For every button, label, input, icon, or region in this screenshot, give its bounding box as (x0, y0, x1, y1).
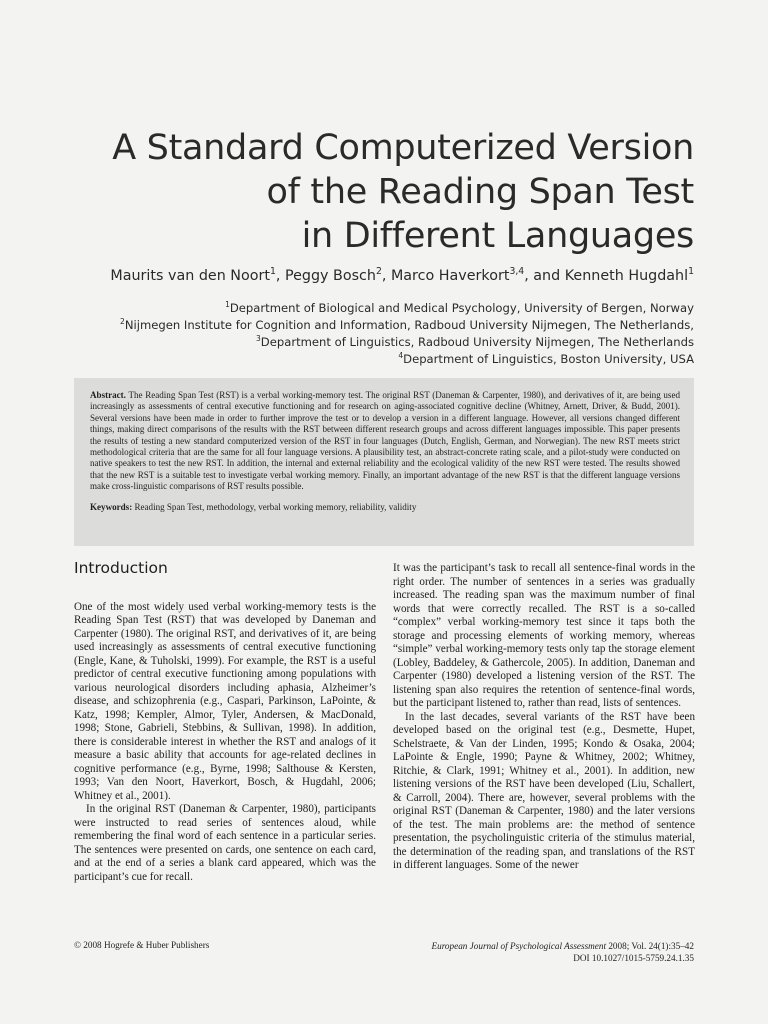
affiliation-line (0, 351, 694, 368)
affiliation-marker: 2 (120, 317, 125, 327)
body-paragraph: In the last decades, several variants of the RST have been developed based on the original test (e.g., Desmette, Hupet, Schelstraete, & Van der Linden, 1995; Kondo & Osaka, 2004; LaPointe & Engle, 1990; Payne & Whitney, 2002; Whitney, Ritchie, & Clark, 1991; Whitney et al., 2001). In addition, new listening versions of the RST have been developed (Liu, Schallert, & Carroll, 2004). There are, however, several problems with the original RST (Daneman & Carpenter, 1980) and the later versions of the test. The main problems are: the method of sentence presentation, the psycholinguistic criteria of the stimulus material, the determination of the reading span, and translations of the RST in different languages. Some of the newer (393, 710, 695, 871)
copyright-notice: © 2008 Hogrefe & Huber Publishers (74, 940, 210, 950)
body-paragraph: In the original RST (Daneman & Carpenter, 1980), participants were instructed to read series of sentences aloud, while remembering the final word of each sentence in a particular series. The sentences were presented on cards, one sentence on each card, and at the end of a series a blank card appeared, which was the participant’s cue for recall. (74, 803, 376, 883)
title-line-3: in Different Languages (301, 216, 694, 256)
keywords-label: Keywords: (90, 501, 133, 512)
left-column (74, 559, 376, 884)
affiliation-line (0, 317, 694, 334)
body-paragraph: It was the participant’s task to recall all sentence-final words in the right order. The number of sentences in a series was gradually increased. The reading span was the maximum number of final words that were correctly recalled. The RST is a so-called “complex” verbal working-memory test since it taps both the storage and processing elements of working memory, whereas “simple” verbal working-memory tests only tap the storage element (Lobley, Baddeley, & Gathercole, 2005). In addition, Daneman and Carpenter (1980) developed a listening version of the RST. The listening span also requires the retention of sentence-final words, but the participant listened to, rather than read, lists of sentences. (393, 562, 695, 709)
body-paragraph: One of the most widely used verbal working-memory tests is the Reading Span Test (RST) that was developed by Daneman and Carpenter (1980). The original RST, and derivatives of it, are being used increasingly as assessments of central executive functioning (Engle, Kane, & Tuholski, 1999). For example, the RST is a useful predictor of central executive functioning among populations with various neurological disorders including aphasia, Alzheimer’s disease, and schizophrenia (e.g., Caspari, Parkinson, LaPointe, & Katz, 1998; Kempler, Almor, Tyler, Andersen, & MacDonald, 1998; Stone, Gabrieli, Stebbins, & Sullivan, 1998). In addition, there is considerable interest in whether the RST and analogs of it measure a basic ability that accounts for age-related declines in cognitive performance (e.g., Byrne, 1998; Salthouse & Kersten, 1993; Van den Noort, Haverkort, Bosch, & Hugdahl, 2006; Whitney et al., 2001). (74, 600, 376, 802)
abstract-text: The Reading Span Test (RST) is a verbal working-memory test. The original RST (Daneman & Carpenter, 1980), and derivatives of it, are being used increasingly as assessments of central executive functioning and for research on aging-associated cognitive decline (Whitney, Arnett, Driver, & Budd, 2001). Several versions have been made in order to further improve the test or to develop a version in a different language. However, all versions changed different things, making direct comparisons of the results with the RST between different research groups and across different languages impossible. This paper presents the results of testing a new standard computerized version of the RST in four languages (Dutch, English, German, and Norwegian). The new RST meets strict methodological criteria that are the same for all four language versions. A plausibility test, an abstract-concrete rating scale, and a pilot-study were conducted on native speakers to test the new RST. In addition, the internal and external reliability and the ecological validity of the new RST were tested. The results showed that the new RST is a suitable test to investigate verbal working memory. Finally, an important advantage of the new RST is that the different language versions make cross-linguistic comparisons of RST results possible. (90, 390, 680, 492)
section-heading: Introduction (74, 559, 168, 577)
title-line-2: of the Reading Span Test (266, 172, 694, 212)
journal-citation (431, 940, 694, 964)
affiliation-line (0, 300, 694, 317)
affiliation-marker: 3 (256, 334, 261, 344)
right-column (393, 562, 695, 873)
author-name: Maurits van den Noort (110, 268, 270, 284)
author-name: , Peggy Bosch (275, 268, 376, 284)
author-affil-marker: 3,4 (509, 266, 525, 278)
author-name: , Marco Haverkort (381, 268, 510, 284)
journal-name: European Journal of Psychological Assessment (431, 941, 607, 951)
author-affil-marker: 1 (688, 266, 694, 278)
affiliation-text: Department of Biological and Medical Psychology, University of Bergen, Norway (229, 301, 694, 315)
author-affil-marker: 1 (269, 266, 276, 278)
affiliation-marker: 1 (225, 300, 230, 310)
author-affil-marker: 2 (375, 266, 382, 278)
keywords-paragraph (90, 502, 680, 513)
abstract-label: Abstract. (90, 390, 126, 400)
abstract-box (74, 378, 694, 546)
abstract-paragraph (90, 390, 680, 493)
paper-title (54, 126, 694, 258)
doi: DOI 10.1027/1015-5759.24.1.35 (573, 953, 694, 963)
journal-volume: 2008; Vol. 24(1):35–42 (606, 941, 694, 951)
affiliation-text: Department of Linguistics, Boston University, USA (403, 352, 694, 366)
affiliation-line (0, 334, 694, 351)
author-list (14, 268, 694, 284)
affiliation-text: Department of Linguistics, Radboud University Nijmegen, The Netherlands (260, 335, 694, 349)
keywords-text: Reading Span Test, methodology, verbal working memory, reliability, validity (132, 501, 417, 512)
author-name: , and Kenneth Hugdahl (524, 268, 689, 284)
affiliations (0, 300, 694, 368)
affiliation-text: Nijmegen Institute for Cognition and Information, Radboud University Nijmegen, The Netherlands, (124, 318, 694, 332)
affiliation-marker: 4 (398, 351, 404, 361)
title-line-1: A Standard Computerized Version (112, 128, 694, 168)
journal-line (431, 940, 694, 952)
